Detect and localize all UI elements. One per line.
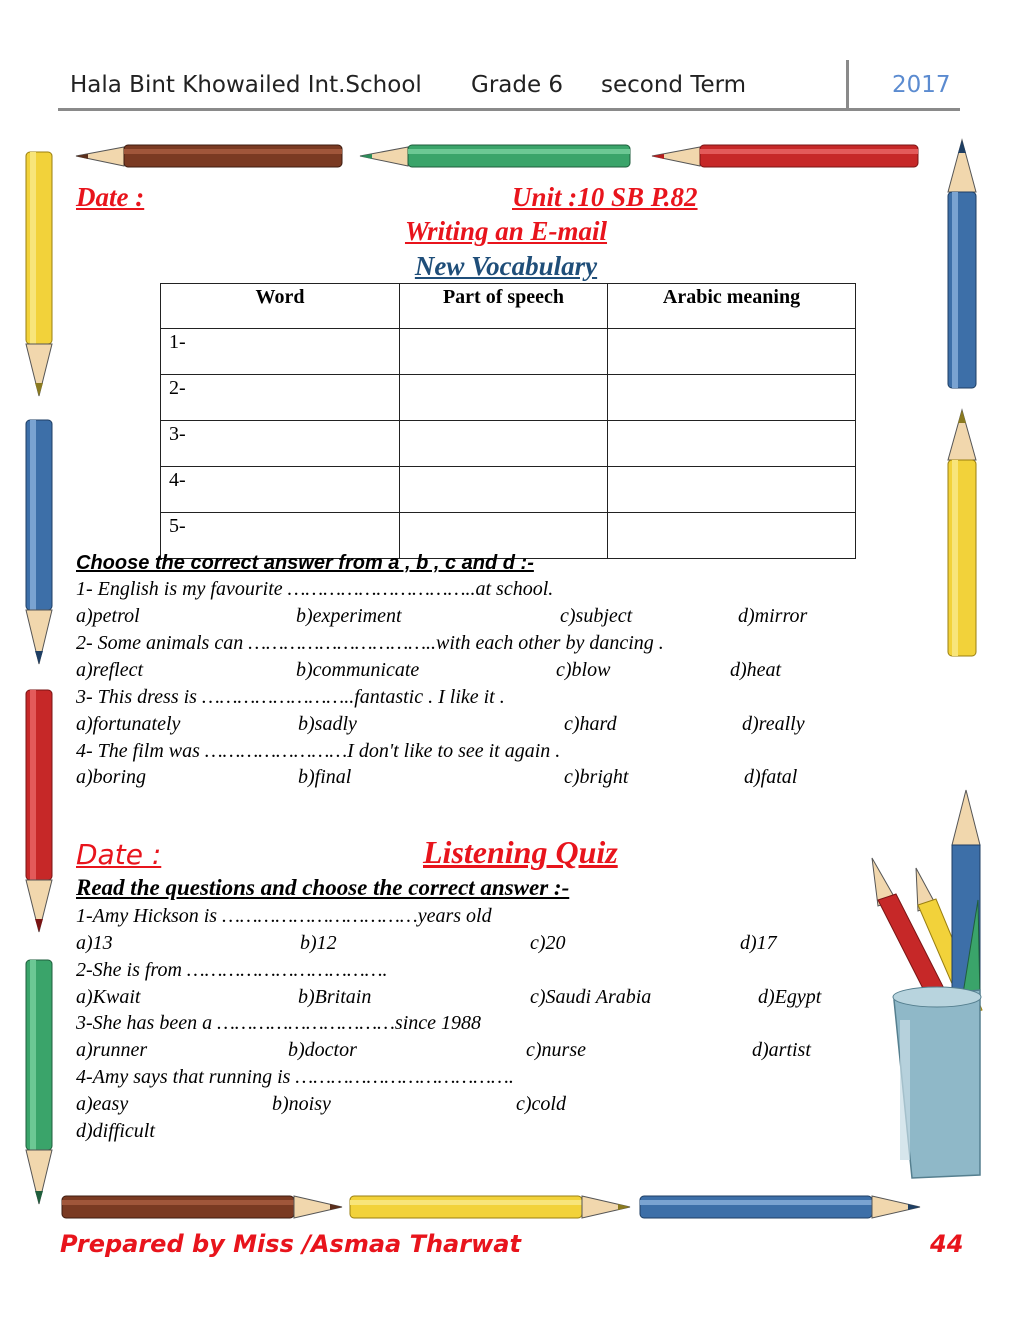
option-d[interactable]: d)heat (730, 659, 782, 681)
blank-cell[interactable] (608, 421, 856, 467)
option-b[interactable]: b)experiment (296, 605, 402, 627)
table-row (161, 467, 856, 513)
question-text: 2- Some animals can …………………………..with each other by dancing . (76, 632, 664, 654)
option-d[interactable]: d)Egypt (758, 986, 822, 1008)
row-number: 4- (161, 467, 400, 513)
page-number: 44 (930, 1230, 964, 1258)
option-b[interactable]: b)doctor (288, 1039, 357, 1061)
question-text: 1- English is my favourite …………………………..at school. (76, 578, 554, 600)
option-a[interactable]: a)runner (76, 1039, 148, 1061)
pencil-icon (948, 410, 976, 656)
question-text: 2-She is from ……………………………. (76, 959, 388, 981)
pencil-cup-icon (872, 790, 982, 1178)
question-text: 3- This dress is ……………………..fantastic . I like it . (76, 686, 505, 708)
date-label: Date : (76, 182, 145, 212)
question-text: 1-Amy Hickson is ……………………………years old (76, 905, 492, 927)
blank-cell[interactable] (608, 329, 856, 375)
pencil-icon (652, 145, 918, 167)
option-c[interactable]: c)hard (564, 713, 617, 735)
blank-cell[interactable] (400, 329, 608, 375)
option-a[interactable]: a)13 (76, 932, 113, 954)
option-b[interactable]: b)12 (300, 932, 337, 954)
option-c[interactable]: c)20 (530, 932, 566, 954)
option-d[interactable]: d)fatal (744, 766, 798, 788)
blank-cell[interactable] (400, 421, 608, 467)
vocabulary-heading: New Vocabulary (414, 251, 598, 281)
option-a[interactable]: a)fortunately (76, 713, 181, 735)
table-row (161, 375, 856, 421)
pencil-icon (26, 690, 52, 932)
column-header-arabic-meaning: Arabic meaning (608, 284, 856, 329)
row-number: 1- (161, 329, 400, 375)
pencil-icon (62, 1196, 342, 1218)
option-c[interactable]: c)bright (564, 766, 629, 788)
pencil-icon (350, 1196, 630, 1218)
option-d[interactable]: d)mirror (738, 605, 808, 627)
row-number: 5- (161, 513, 400, 559)
option-b[interactable]: b)communicate (296, 659, 420, 681)
option-b[interactable]: b)noisy (272, 1093, 331, 1115)
pencil-icon (26, 420, 52, 664)
grade-label: Grade 6 (471, 72, 564, 98)
header-vertical-divider (846, 60, 849, 110)
blank-cell[interactable] (400, 375, 608, 421)
question-text: 3-She has been a …………………………since 1988 (76, 1012, 481, 1034)
blank-cell[interactable] (400, 467, 608, 513)
option-b[interactable]: b)Britain (298, 986, 372, 1008)
option-c[interactable]: c)blow (556, 659, 611, 681)
unit-label: Unit :10 SB P.82 (512, 182, 698, 212)
option-b[interactable]: b)sadly (298, 713, 357, 735)
blank-cell[interactable] (608, 375, 856, 421)
school-name: Hala Bint Khowailed Int.School (70, 72, 422, 98)
listening-quiz-title: Listening Quiz (423, 834, 618, 870)
pencil-icon (640, 1196, 920, 1218)
option-d[interactable]: d)artist (752, 1039, 811, 1061)
table-row (161, 329, 856, 375)
blank-cell[interactable] (608, 513, 856, 559)
term-label: second Term (601, 72, 747, 98)
pencil-icon (76, 145, 342, 167)
option-d[interactable]: d)really (742, 713, 805, 735)
table-row (161, 421, 856, 467)
option-d[interactable]: d)17 (740, 932, 777, 954)
option-d[interactable]: d)difficult (76, 1120, 155, 1142)
question-text: 4-Amy says that running is ………………………………. (76, 1066, 514, 1088)
option-a[interactable]: a)reflect (76, 659, 144, 681)
option-a[interactable]: a)petrol (76, 605, 140, 627)
prepared-by: Prepared by Miss /Asmaa Tharwat (60, 1230, 521, 1258)
option-a[interactable]: a)Kwait (76, 986, 141, 1008)
blank-cell[interactable] (608, 467, 856, 513)
option-c[interactable]: c)subject (560, 605, 633, 627)
option-c[interactable]: c)Saudi Arabia (530, 986, 652, 1008)
header-divider (58, 108, 960, 111)
pencil-icon (26, 960, 52, 1204)
pencil-icon (360, 145, 630, 167)
option-c[interactable]: c)cold (516, 1093, 566, 1115)
row-number: 2- (161, 375, 400, 421)
date-label-2: Date : (76, 838, 162, 871)
listening-instruction: Read the questions and choose the correct answer :- (76, 875, 570, 900)
vocabulary-table (160, 283, 856, 559)
year-label: 2017 (892, 72, 951, 98)
column-header-word: Word (161, 284, 400, 329)
option-c[interactable]: c)nurse (526, 1039, 586, 1061)
option-b[interactable]: b)final (298, 766, 352, 788)
lesson-title: Writing an E-mail (404, 216, 608, 246)
row-number: 3- (161, 421, 400, 467)
mcq-instruction: Choose the correct answer from a , b , c and d :- (76, 552, 534, 574)
table-header-row (161, 284, 856, 329)
option-a[interactable]: a)boring (76, 766, 146, 788)
question-text: 4- The film was ……………………I don't like to see it again . (76, 740, 561, 762)
option-a[interactable]: a)easy (76, 1093, 129, 1115)
column-header-part-of-speech: Part of speech (400, 284, 608, 329)
